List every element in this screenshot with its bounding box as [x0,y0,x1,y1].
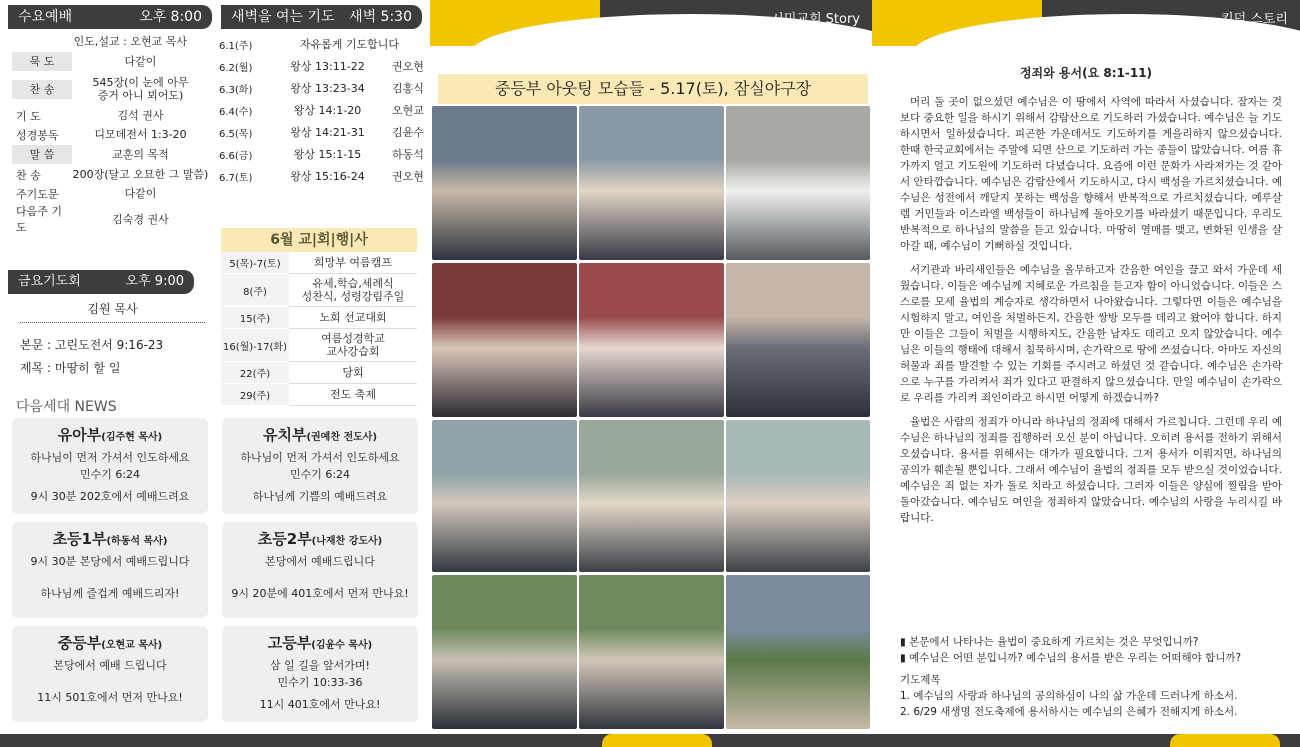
dept-name [12,424,208,445]
dawn-bible: 왕상 14:21-31 [290,126,365,139]
bottom-bar [872,734,1300,747]
wed-row-label: 묵 도 [12,52,72,71]
news-title: 다음세대 NEWS [16,399,117,415]
wed-row [12,51,209,72]
dept-note: 11시 501호에서 먼저 만나요! [37,691,183,704]
wed-row-value: 다같이 [124,55,157,68]
sermon-title: 정죄와 용서(요 8:1-11) [1019,66,1153,80]
dept-leader: (하동석 목사) [106,536,168,547]
dawn-row [217,33,430,55]
dawn-date: 6.7(토) [219,172,253,184]
event-row [221,307,417,329]
dept-note: 9시 30분 202호에서 예배드려요 [30,490,190,503]
questions [900,634,1282,720]
sermon-paragraph: 머리 둘 곳이 없으셨던 예수님은 이 땅에서 사역에 따라서 사셨습니다. 잠자는 것보다 중요한 일을 하시기 위해서 감람산으로 기도하러 가셨습니다. 예수님은 늘 기도하시면서 일하셨습니다. 피곤한 가운데서도 기도하기를 게을리하지 않으셨습니다. 한때 한국교회에서는 주말에 되면 산으로 기도하러 가는 종들이 많았습니다. 여름 휴가까지 얼고 기도원에 기도하러 다녔습니다. 요즘에 이런 문화가 사라져가는 것 같아서 안타깝습니다. 예수님은 감람산에서 기도하시고, 다시 백성을 가르치셨습니다. 예수님은 성전에서 깨닫지 못하는 백성을 향해서 반복적으로 가르치셨습니다. 예루살렘 거민들과 이스라엘 백성들이 하나님께 돌아오기를 바라셨기 때문입니다. 우리도 반복적으로 하나님의 말씀을 듣고 있습니다. 마땅히 열매를 맺고, 변화된 인생을 살아갈 때, 예수님이 기뻐하실 것입니다. [900,96,1282,252]
wed-row [12,203,209,235]
dawn-bible: 자유롭게 기도합니다 [299,38,400,51]
wed-row [12,184,209,203]
wed-row-value: 200장(달고 오묘한 그 말씀) [72,168,209,181]
dept-title: 유아부 [57,426,102,444]
wed-leader: 인도,설교 : 오현교 목사 [73,35,187,48]
kingdom-panel [872,0,1300,747]
dept-name [12,632,208,653]
dept-leader: (김주현 목사) [101,432,163,443]
wed-row-label: 성경봉독 [16,128,59,142]
question-item: ▮ 본문에서 나타나는 율법이 중요하게 가르치는 것은 무엇입니까? [900,636,1199,648]
dept-line: 하나님이 먼저 가셔서 인도하세요 [30,451,190,464]
news-box [12,418,208,514]
dept-leader: (권예찬 전도사) [306,432,378,443]
news-box [12,626,208,722]
dawn-table [217,33,430,187]
event-row [221,329,417,362]
dawn-bible: 왕상 15:1-15 [293,148,362,161]
wed-row-value: 교훈의 목적 [112,148,169,161]
dept-leader: (나재찬 강도사) [311,536,383,547]
wed-row-label: 말 씀 [12,145,72,164]
dept-line: 본당에서 예배 드립니다 [53,659,167,672]
dawn-date: 6.2(월) [219,62,253,74]
wed-row-label: 주기도문 [16,187,59,201]
outing-photo [579,106,724,260]
wed-row-value: 김숙경 권사 [112,212,169,226]
news-box [222,418,418,514]
dept-note: 11시 401호에서 만나요! [259,698,381,711]
fri-title: 금요기도회 [18,274,81,289]
fri-time: 오후 9:00 [125,274,184,289]
dawn-pastor: 오현교 [392,104,424,117]
outing-photo [579,420,724,572]
bottom-bar [0,734,217,747]
dawn-date: 6.3(화) [219,84,253,96]
dawn-bible: 왕상 14:1-20 [293,104,362,117]
news-box [12,522,208,618]
outing-photo [726,420,870,572]
dept-line: 하나님이 먼저 가셔서 인도하세요 [240,451,400,464]
wed-row [12,72,209,106]
prayer-item: 2. 6/29 새생명 전도축제에 용서하시는 예수님의 은혜가 전해지게 하소서. [900,706,1238,718]
dawn-time: 새벽 5:30 [349,9,412,25]
question-text: 예수님은 어떤 분입니까? 예수님의 용서를 받은 우리는 어떠해야 합니까? [909,652,1242,664]
dawn-title: 새벽을 여는 기도 [231,9,335,25]
dept-verse: 민수기 6:24 [79,468,141,481]
dept-title: 초등1부 [52,530,107,548]
outing-photo [432,106,577,260]
outing-photo [579,575,724,729]
event-date: 29(주) [221,384,289,406]
wed-header [8,5,212,29]
dept-name [222,632,418,653]
prayer-title: 기도제목 [900,674,941,686]
dawn-date: 6.4(수) [219,106,253,118]
sermon-paragraph: 율법은 사람의 정죄가 아니라 하나님의 정죄에 대해서 가르칩니다. 그런데 우리 예수님은 하나님의 정죄를 집행하러 오신 분이 아닙니다. 오히려 용서를 전하기 위해서 오셨습니다. 용서를 위해서는 대가가 필요합니다. 그저 용서가 이뤄지면, 하나님의 공의가 훼손될 뿐입니다. 그래서 예수님이 율법의 정죄를 모두 받으실 것이었습니다. 예수님은 죄 없는 자가 돌로 치라고 하셨습니다. 그러자 이들은 양심에 찔림을 받아 돌아갔습니다. 예수님도 여인을 정죄하지 않았습니다. 예수님의 사랑을 누리시길 바랍니다. [900,416,1282,524]
wed-row-value: 545장(이 눈에 아무 증거 아니 뵈어도) [92,76,189,102]
wed-row-value: 다같이 [124,187,157,200]
event-name: 전도 축제 [289,384,417,406]
story-header [430,0,872,46]
dept-leader: (김윤수 목사) [311,640,373,651]
outing-photo [726,106,870,260]
fri-subject: 제목 : 마땅히 할 일 [20,361,121,375]
event-name: 노회 선교대회 [289,307,417,329]
event-row [221,252,417,274]
wed-time: 오후 8:00 [139,9,202,25]
story-header-title: 시민교회 Story [771,12,860,27]
wed-row-value: 디모데전서 1:3-20 [94,128,187,141]
wed-order [0,51,217,235]
wed-title: 수요예배 [18,9,73,25]
dawn-row [217,143,430,165]
sermon-body [900,94,1282,534]
question-item: ▮ 예수님은 어떤 분입니까? 예수님의 용서를 받은 우리는 어떠해야 합니까? [900,652,1242,664]
wed-row [12,165,209,184]
dawn-header [221,5,422,29]
sermon-paragraph: 서기관과 바리새인들은 예수님을 올무하고자 간음한 여인을 끌고 와서 가운데 세웠습니다. 이들은 예수님께 지혜로운 가르침을 듣고자 함이 아니었습니다. 이들은 스스로를 모세 율법의 계승자로 생각하면서 나아왔습니다. 그렇다면 이들은 예수님을 시험하지 말고, 여인을 처벌하든지, 간음한 쌍방 모두를 데리고 왔어야 합니다. 하지만 이들은 그들이 처벌을 시행하지도, 간음한 남자도 데리고 오지 않았습니다. 예수님은 이들의 행태에 대해서 침묵하시며, 손가락으로 땅에 쓰셨습니다. 아마도 자신의 허물과 죄를 발견할 수 있는 기회를 주시려고 하셨던 것 같습니다. 예수님은 손가락으로 누구를 가리켜서 죄가 있다고 판결하지 않으셨습니다. 만일 예수님이 손가락으로 우리를 가리켜 죄인이라고 하시면 어떻게 하겠습니까? [900,264,1282,404]
dawn-date: 6.6(금) [219,150,253,162]
fri-pastor: 김원 목사 [20,300,205,323]
dawn-pastor: 하동석 [392,148,424,161]
bottom-bar [217,734,430,747]
dawn-bible: 왕상 13:23-34 [290,82,365,95]
wed-row-label: 찬 송 [12,80,72,99]
outing-photo [726,263,870,417]
outing-photo [432,263,577,417]
dept-title: 유치부 [262,426,307,444]
dept-title: 중등부 [57,634,102,652]
dept-verse: 민수기 6:24 [289,468,351,481]
fri-text: 본문 : 고린도전서 9:16-23 [20,338,164,352]
dawn-bible: 왕상 13:11-22 [290,60,365,73]
event-name: 당회 [289,362,417,384]
news-box [222,522,418,618]
bottom-bar [430,734,872,747]
dawn-row [217,77,430,99]
event-title: 6월 교|회|행|사 [221,228,417,252]
question-text: 본문에서 나타나는 율법이 중요하게 가르치는 것은 무엇입니까? [909,636,1199,648]
dept-line: 본당에서 예배드립니다 [265,555,375,568]
event-name: 희망부 여름캠프 [289,252,417,274]
event-name: 여름성경학교 교사강습회 [289,329,417,362]
outing-photo [726,575,870,729]
outing-photo [432,420,577,572]
event-date: 5(목)-7(토) [221,252,289,274]
dawn-pastor: 권오현 [392,170,424,183]
dept-title: 고등부 [267,634,312,652]
story-panel [430,0,872,747]
dept-verse: 민수기 10:33-36 [277,676,363,689]
dept-name [222,424,418,445]
kingdom-header [872,0,1300,46]
prayer-item: 1. 예수님의 사랑과 하나님의 공의하심이 나의 삶 가운데 드러나게 하소서. [900,690,1238,702]
event-row [221,274,417,307]
wed-row [12,106,209,125]
outing-photo [579,263,724,417]
outing-title: 중등부 아웃팅 모습들 - 5.17(토), 잠실야구장 [438,74,868,104]
dawn-row [217,99,430,121]
event-row [221,384,417,406]
event-date: 8(주) [221,274,289,307]
dept-line: 9시 30분 본당에서 예배드립니다 [30,555,190,568]
event-name: 유세,학습,세례식 성찬식, 성령강림주일 [289,274,417,307]
dawn-row [217,121,430,143]
wed-row-value: 김석 권사 [117,109,164,122]
fri-header [8,270,194,294]
dawn-bible: 왕상 15:16-24 [290,170,365,183]
news-box [222,626,418,722]
dawn-pastor: 권오현 [392,60,424,73]
event-date: 16(월)-17(화) [221,329,289,362]
dept-name [12,528,208,549]
dept-title: 초등2부 [257,530,312,548]
event-date: 15(주) [221,307,289,329]
wed-row-label: 찬 송 [16,168,41,182]
outing-photo [432,575,577,729]
wed-row-label: 기 도 [16,109,41,123]
event-date: 22(주) [221,362,289,384]
dawn-pastor: 김윤수 [392,126,424,139]
dawn-pastor: 김홍식 [392,82,424,95]
dept-note: 하나님께 기쁨의 예배드려요 [252,490,388,503]
wed-row [12,125,209,144]
dawn-row [217,55,430,77]
dept-note: 하나님께 즐겁게 예배드리자! [40,587,180,600]
dawn-date: 6.1(주) [219,40,253,52]
dept-name [222,528,418,549]
kingdom-header-title: 킹덤 스토리 [1221,12,1288,27]
event-row [221,362,417,384]
wed-row [12,144,209,165]
dept-note: 9시 20분에 401호에서 먼저 만나요! [231,587,409,600]
dept-line: 삼 일 길을 앞서가며! [270,659,370,672]
event-table [221,252,417,406]
wed-row-label: 다음주 기도 [16,205,63,234]
dept-leader: (오현교 목사) [101,640,163,651]
dawn-date: 6.5(목) [219,128,253,140]
dawn-row [217,165,430,187]
